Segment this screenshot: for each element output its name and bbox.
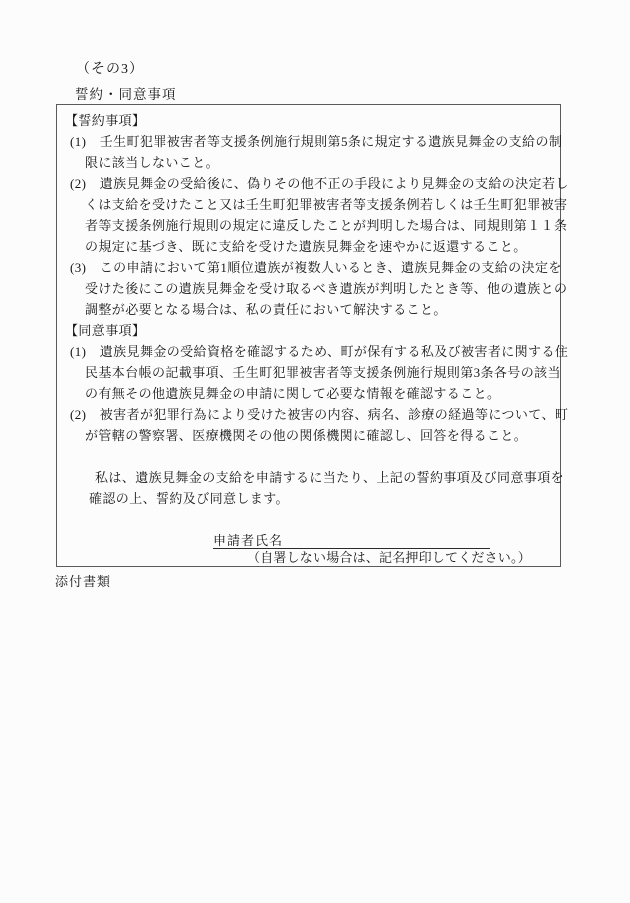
consent-item-1-line-1: (1) 遺族見舞金の受給資格を確認するため、町が保有する私及び被害者に関する住 xyxy=(70,344,569,359)
declaration-line-2: 確認の上、誓約及び同意します。 xyxy=(89,491,289,506)
applicant-signature-row xyxy=(213,530,552,551)
applicant-signature-blank xyxy=(213,530,490,549)
pledge-item-2-line-1: (2) 遺族見舞金の受給後に、偽りその他不正の手段により見舞金の支給の決定若し xyxy=(70,176,569,191)
declaration-line-1: 私は、遺族見舞金の支給を申請するに当たり、上記の誓約事項及び同意事項を xyxy=(95,470,565,485)
spacer xyxy=(65,446,552,467)
pledge-items-heading: 【誓約事項】 xyxy=(65,113,146,128)
pledge-item-3-line-2: 受けた後にこの遺族見舞金を受け取るべき遺族が判明したとき等、他の遺族との xyxy=(85,281,568,296)
spacer xyxy=(65,509,552,530)
consent-item-2-line-2: が管轄の警察署、医療機関その他の関係機関に確認し、回答を得ること。 xyxy=(85,428,528,443)
consent-item-2-line-1: (2) 被害者が犯罪行為により受けた被害の内容、病名、診療の経過等について、町 xyxy=(70,407,569,422)
pledge-item-3-line-1: (3) この申請において第1順位遺族が複数人いるとき、遺族見舞金の支給の決定を xyxy=(70,260,562,275)
pledge-item-2-line-2: くは支給を受けたこと又は壬生町犯罪被害者等支援条例若しくは壬生町犯罪被害 xyxy=(85,197,568,212)
consent-items-heading: 【同意事項】 xyxy=(65,323,146,338)
attachment-documents-label: 添付書類 xyxy=(55,574,112,589)
consent-item-1-line-3: の有無その他遺族見舞金の申請に関して必要な情報を確認すること。 xyxy=(85,386,501,401)
pledge-item-1-line-2: 限に該当しないこと。 xyxy=(85,155,220,170)
pledge-item-2-line-4: の規定に基づき、既に支給を受けた遺族見舞金を速やかに返還すること。 xyxy=(85,239,527,254)
consent-item-1-line-2: 民基本台帳の記載事項、壬生町犯罪被害者等支援条例施行規則第3条各号の該当 xyxy=(85,365,561,380)
pledge-consent-content xyxy=(57,105,569,565)
pledge-consent-box xyxy=(56,104,569,567)
page-subtitle: （その3） xyxy=(76,62,144,77)
pledge-item-1-line-1: (1) 壬生町犯罪被害者等支援条例施行規則第5条に規定する遺族見舞金の支給の制 xyxy=(70,134,563,149)
signature-note: （自署しない場合は、記名押印してください。） xyxy=(247,550,531,565)
section-title: 誓約・同意事項 xyxy=(75,87,177,102)
pledge-item-3-line-3: 調整が必要となる場合は、私の責任において解決すること。 xyxy=(85,302,447,317)
applicant-name-label: 申請者氏名 xyxy=(213,533,284,548)
pledge-item-2-line-3: 者等支援条例施行規則の規定に違反したことが判明した場合は、同規則第１１条 xyxy=(85,218,568,233)
